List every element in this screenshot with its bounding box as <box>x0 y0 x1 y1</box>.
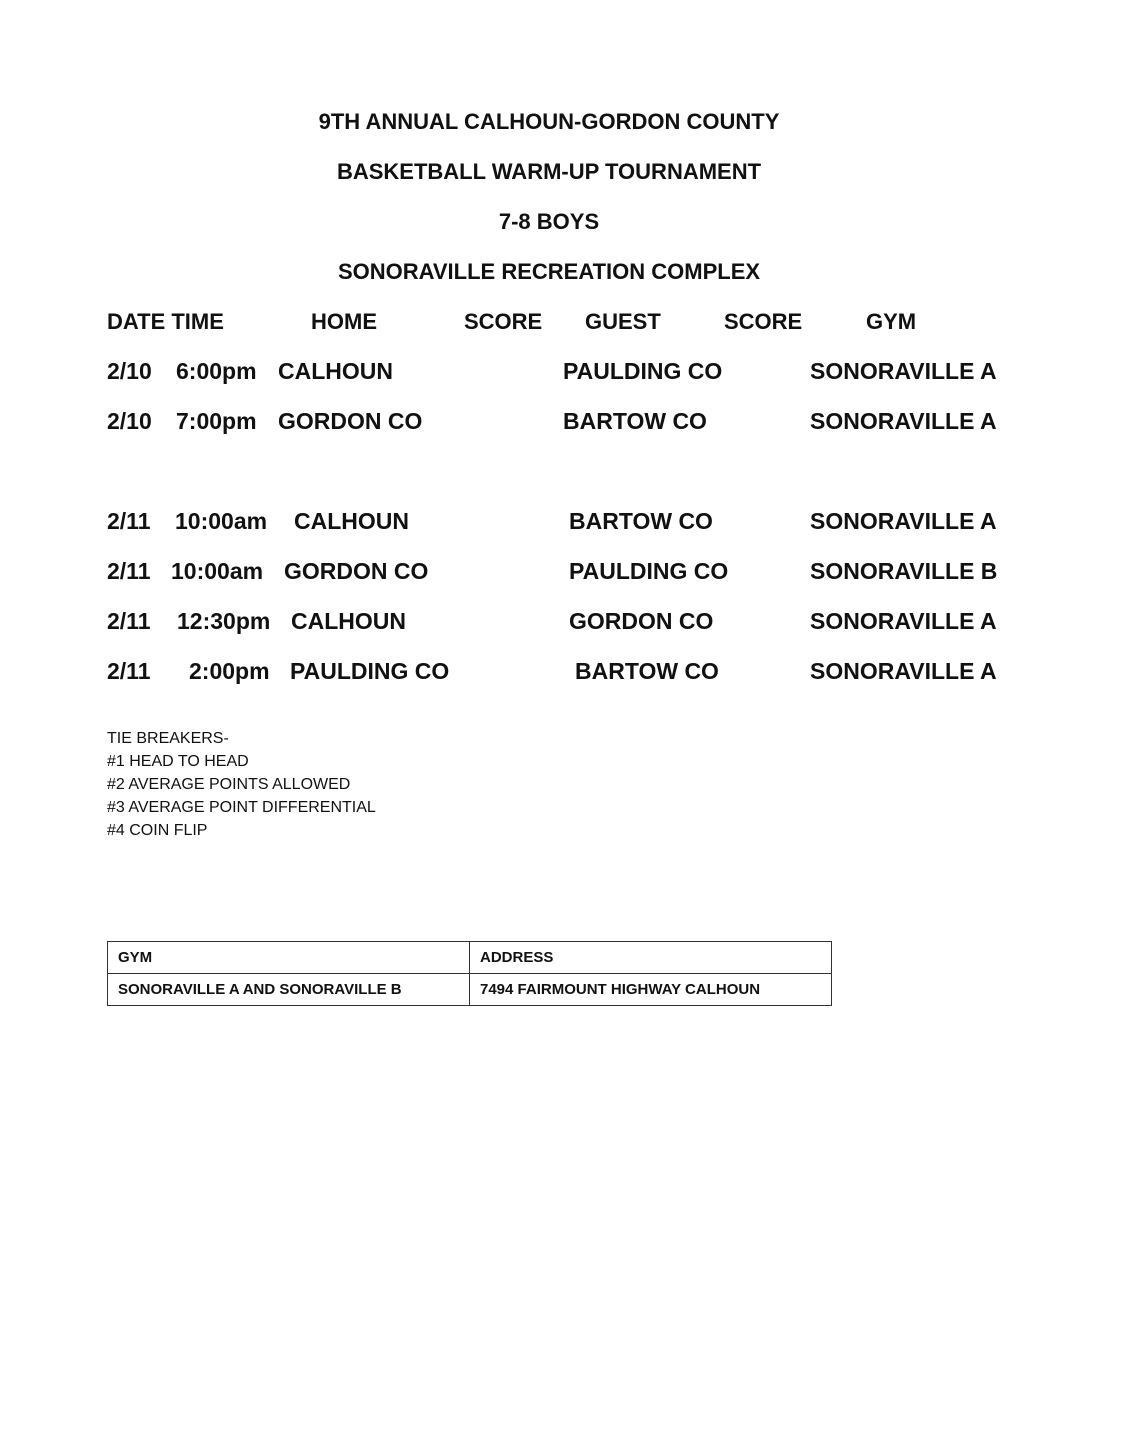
game-date: 2/11 <box>107 558 151 584</box>
table-cell-address: 7494 FAIRMOUNT HIGHWAY CALHOUN <box>470 974 832 1006</box>
game-time: 7:00pm <box>176 408 257 434</box>
game-date: 2/11 <box>107 508 151 534</box>
game-guest-team: BARTOW CO <box>569 508 713 534</box>
game-date: 2/11 <box>107 658 151 684</box>
game-home-team: CALHOUN <box>278 358 393 384</box>
header-gym: GYM <box>866 309 917 334</box>
tie-breaker-item: #4 COIN FLIP <box>107 822 208 839</box>
game-gym: SONORAVILLE A <box>810 658 997 684</box>
gym-address-table <box>107 941 832 1006</box>
table-header-gym: GYM <box>108 942 470 974</box>
table-cell-gym: SONORAVILLE A AND SONORAVILLE B <box>108 974 470 1006</box>
header-date-time: DATE TIME <box>107 309 224 334</box>
game-home-team: PAULDING CO <box>290 658 450 684</box>
game-time: 6:00pm <box>176 358 257 384</box>
game-gym: SONORAVILLE A <box>810 508 997 534</box>
tournament-title: 9TH ANNUAL CALHOUN-GORDON COUNTY <box>318 109 780 134</box>
header-guest: GUEST <box>585 309 661 334</box>
game-home-team: CALHOUN <box>294 508 409 534</box>
tie-breaker-item: #1 HEAD TO HEAD <box>107 753 249 770</box>
header-guest-score: SCORE <box>724 309 803 334</box>
tie-breaker-item: #3 AVERAGE POINT DIFFERENTIAL <box>107 799 376 816</box>
game-home-team: GORDON CO <box>284 558 429 584</box>
table-row <box>108 974 832 1006</box>
venue-label: SONORAVILLE RECREATION COMPLEX <box>337 259 761 284</box>
game-date: 2/10 <box>107 408 152 434</box>
game-time: 12:30pm <box>177 608 271 634</box>
game-guest-team: PAULDING CO <box>563 358 723 384</box>
tie-breakers-heading: TIE BREAKERS- <box>107 730 229 747</box>
game-guest-team: GORDON CO <box>569 608 714 634</box>
game-date: 2/10 <box>107 358 152 384</box>
tournament-subtitle: BASKETBALL WARM-UP TOURNAMENT <box>336 159 762 184</box>
game-time: 2:00pm <box>189 658 270 684</box>
game-time: 10:00am <box>171 558 264 584</box>
game-gym: SONORAVILLE B <box>810 558 998 584</box>
game-gym: SONORAVILLE A <box>810 408 997 434</box>
game-date: 2/11 <box>107 608 151 634</box>
game-guest-team: PAULDING CO <box>569 558 729 584</box>
game-time: 10:00am <box>175 508 268 534</box>
game-guest-team: BARTOW CO <box>575 658 719 684</box>
header-home-score: SCORE <box>464 309 543 334</box>
header-home: HOME <box>311 309 377 334</box>
game-home-team: CALHOUN <box>291 608 406 634</box>
game-guest-team: BARTOW CO <box>563 408 707 434</box>
game-gym: SONORAVILLE A <box>810 358 997 384</box>
table-header-address: ADDRESS <box>470 942 832 974</box>
game-home-team: GORDON CO <box>278 408 423 434</box>
table-header-row <box>108 942 832 974</box>
division-label: 7-8 BOYS <box>498 209 600 234</box>
game-gym: SONORAVILLE A <box>810 608 997 634</box>
tie-breaker-item: #2 AVERAGE POINTS ALLOWED <box>107 776 351 793</box>
